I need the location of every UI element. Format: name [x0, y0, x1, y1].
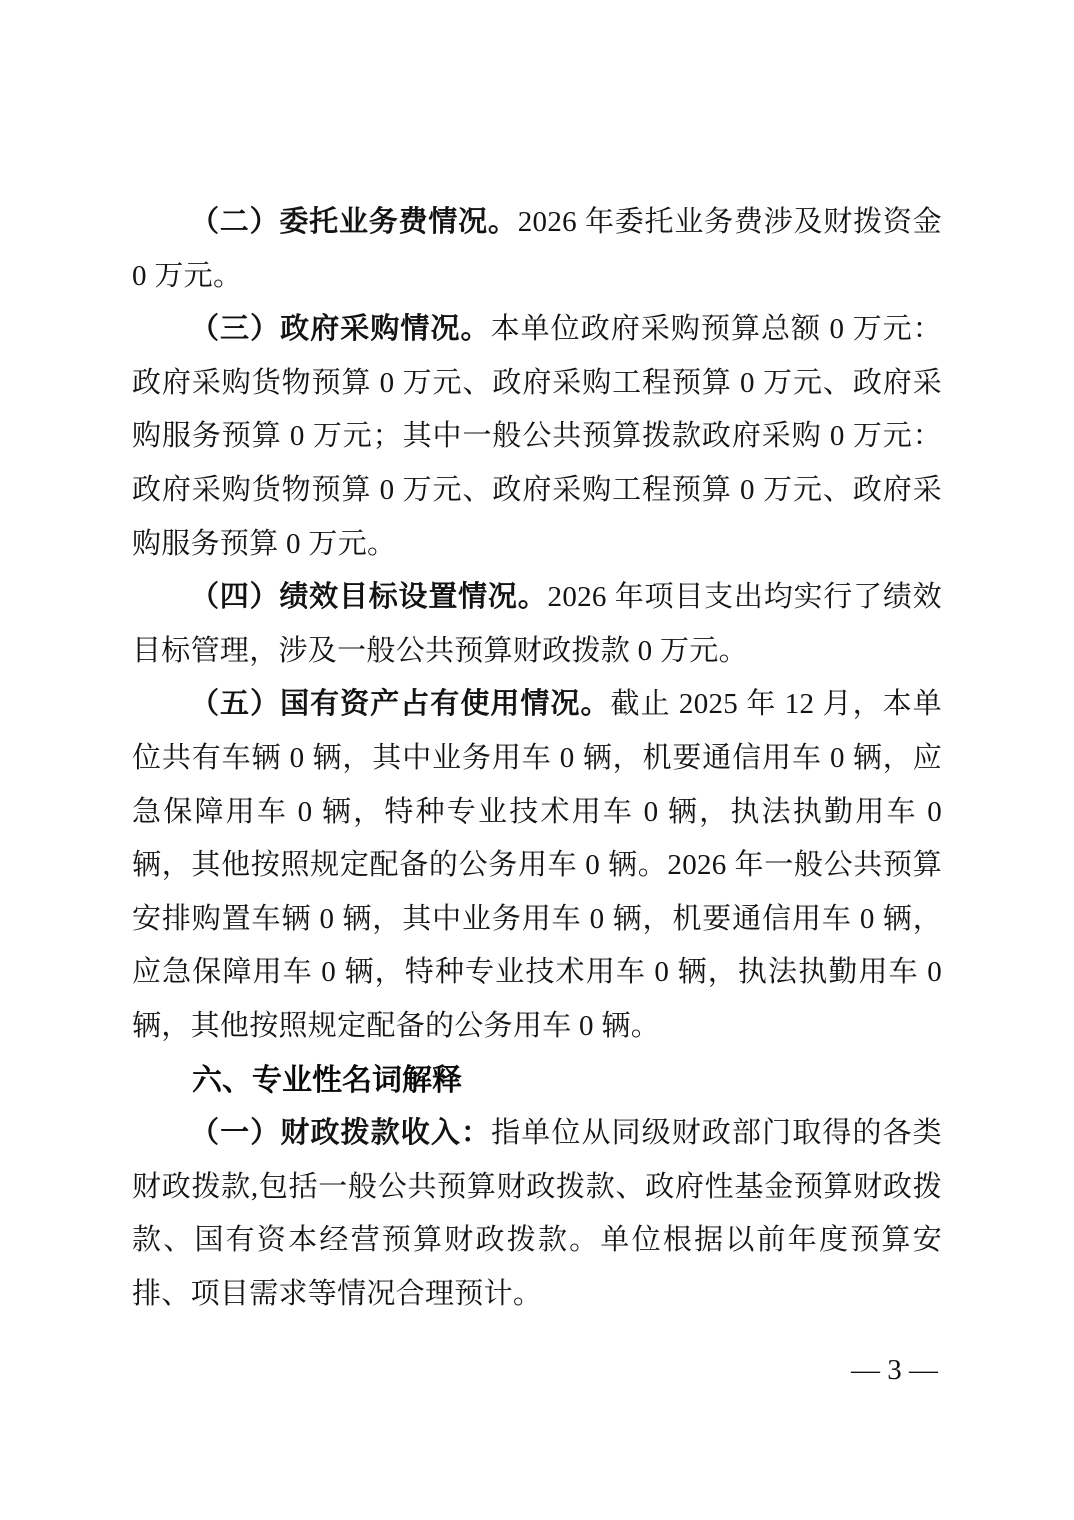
section-heading-terminology: 六、专业性名词解释: [192, 1063, 462, 1097]
paragraph-lead-state-owned-assets: （五）国有资产占有使用情况。: [190, 688, 611, 721]
paragraph-text-state-owned-assets: 截止 2025 年 12 月，本单位共有车辆 0 辆，其中业务用车 0 辆，机要通信用车 0 辆，应急保障用车 0 辆，特种专业技术用车 0 辆，执法执勤用车 0 辆，其他按照规定配备的公务用车 0 辆。2026 年一般公共预算安排购置车辆 0 辆，其中业务用车 0 辆，机要通信用车 0 辆，应急保障用车 0 辆，特种专业技术用车 0 辆，执法执勤用车 0 辆，其他按照规定配备的公务用车 0 辆。: [132, 688, 943, 1042]
paragraph-text-entrusted-business-fee: 2026 年委托业务费涉及财拨资金 0 万元。: [132, 206, 942, 292]
paragraph-text-fiscal-appropriation-definition: 指单位从同级财政部门取得的各类财政拨款,包括一般公共预算财政拨款、政府性基金预算财政拨款、国有资本经营预算财政拨款。单位根据以前年度预算安排、项目需求等情况合理预计。: [132, 1117, 942, 1310]
paragraph-lead-fiscal-appropriation-definition: （一）财政拨款收入：: [190, 1117, 492, 1150]
paragraph-government-procurement: [132, 303, 942, 571]
page-number: — 3 —: [851, 1354, 938, 1386]
paragraph-lead-entrusted-business-fee: （二）委托业务费情况。: [190, 206, 518, 238]
paragraph-fiscal-appropriation-definition: [132, 1107, 942, 1321]
paragraph-lead-government-procurement: （三）政府采购情况。: [190, 313, 491, 346]
paragraph-lead-performance-targets: （四）绩效目标设置情况。: [190, 581, 548, 614]
paragraph-performance-targets: [132, 571, 942, 678]
paragraph-state-owned-assets: [132, 678, 942, 1053]
document-body: [132, 196, 942, 1321]
paragraph-text-performance-targets: 2026 年项目支出均实行了绩效目标管理，涉及一般公共预算财政拨款 0 万元。: [132, 581, 942, 667]
paragraph-text-government-procurement: 本单位政府采购预算总额 0 万元：政府采购货物预算 0 万元、政府采购工程预算 0 万元、政府采购服务预算 0 万元；其中一般公共预算拨款政府采购 0 万元：政府采购货物预算 0 万元、政府采购工程预算 0 万元、政府采购服务预算 0 万元。: [132, 313, 942, 560]
paragraph-entrusted-business-fee: [132, 196, 942, 303]
